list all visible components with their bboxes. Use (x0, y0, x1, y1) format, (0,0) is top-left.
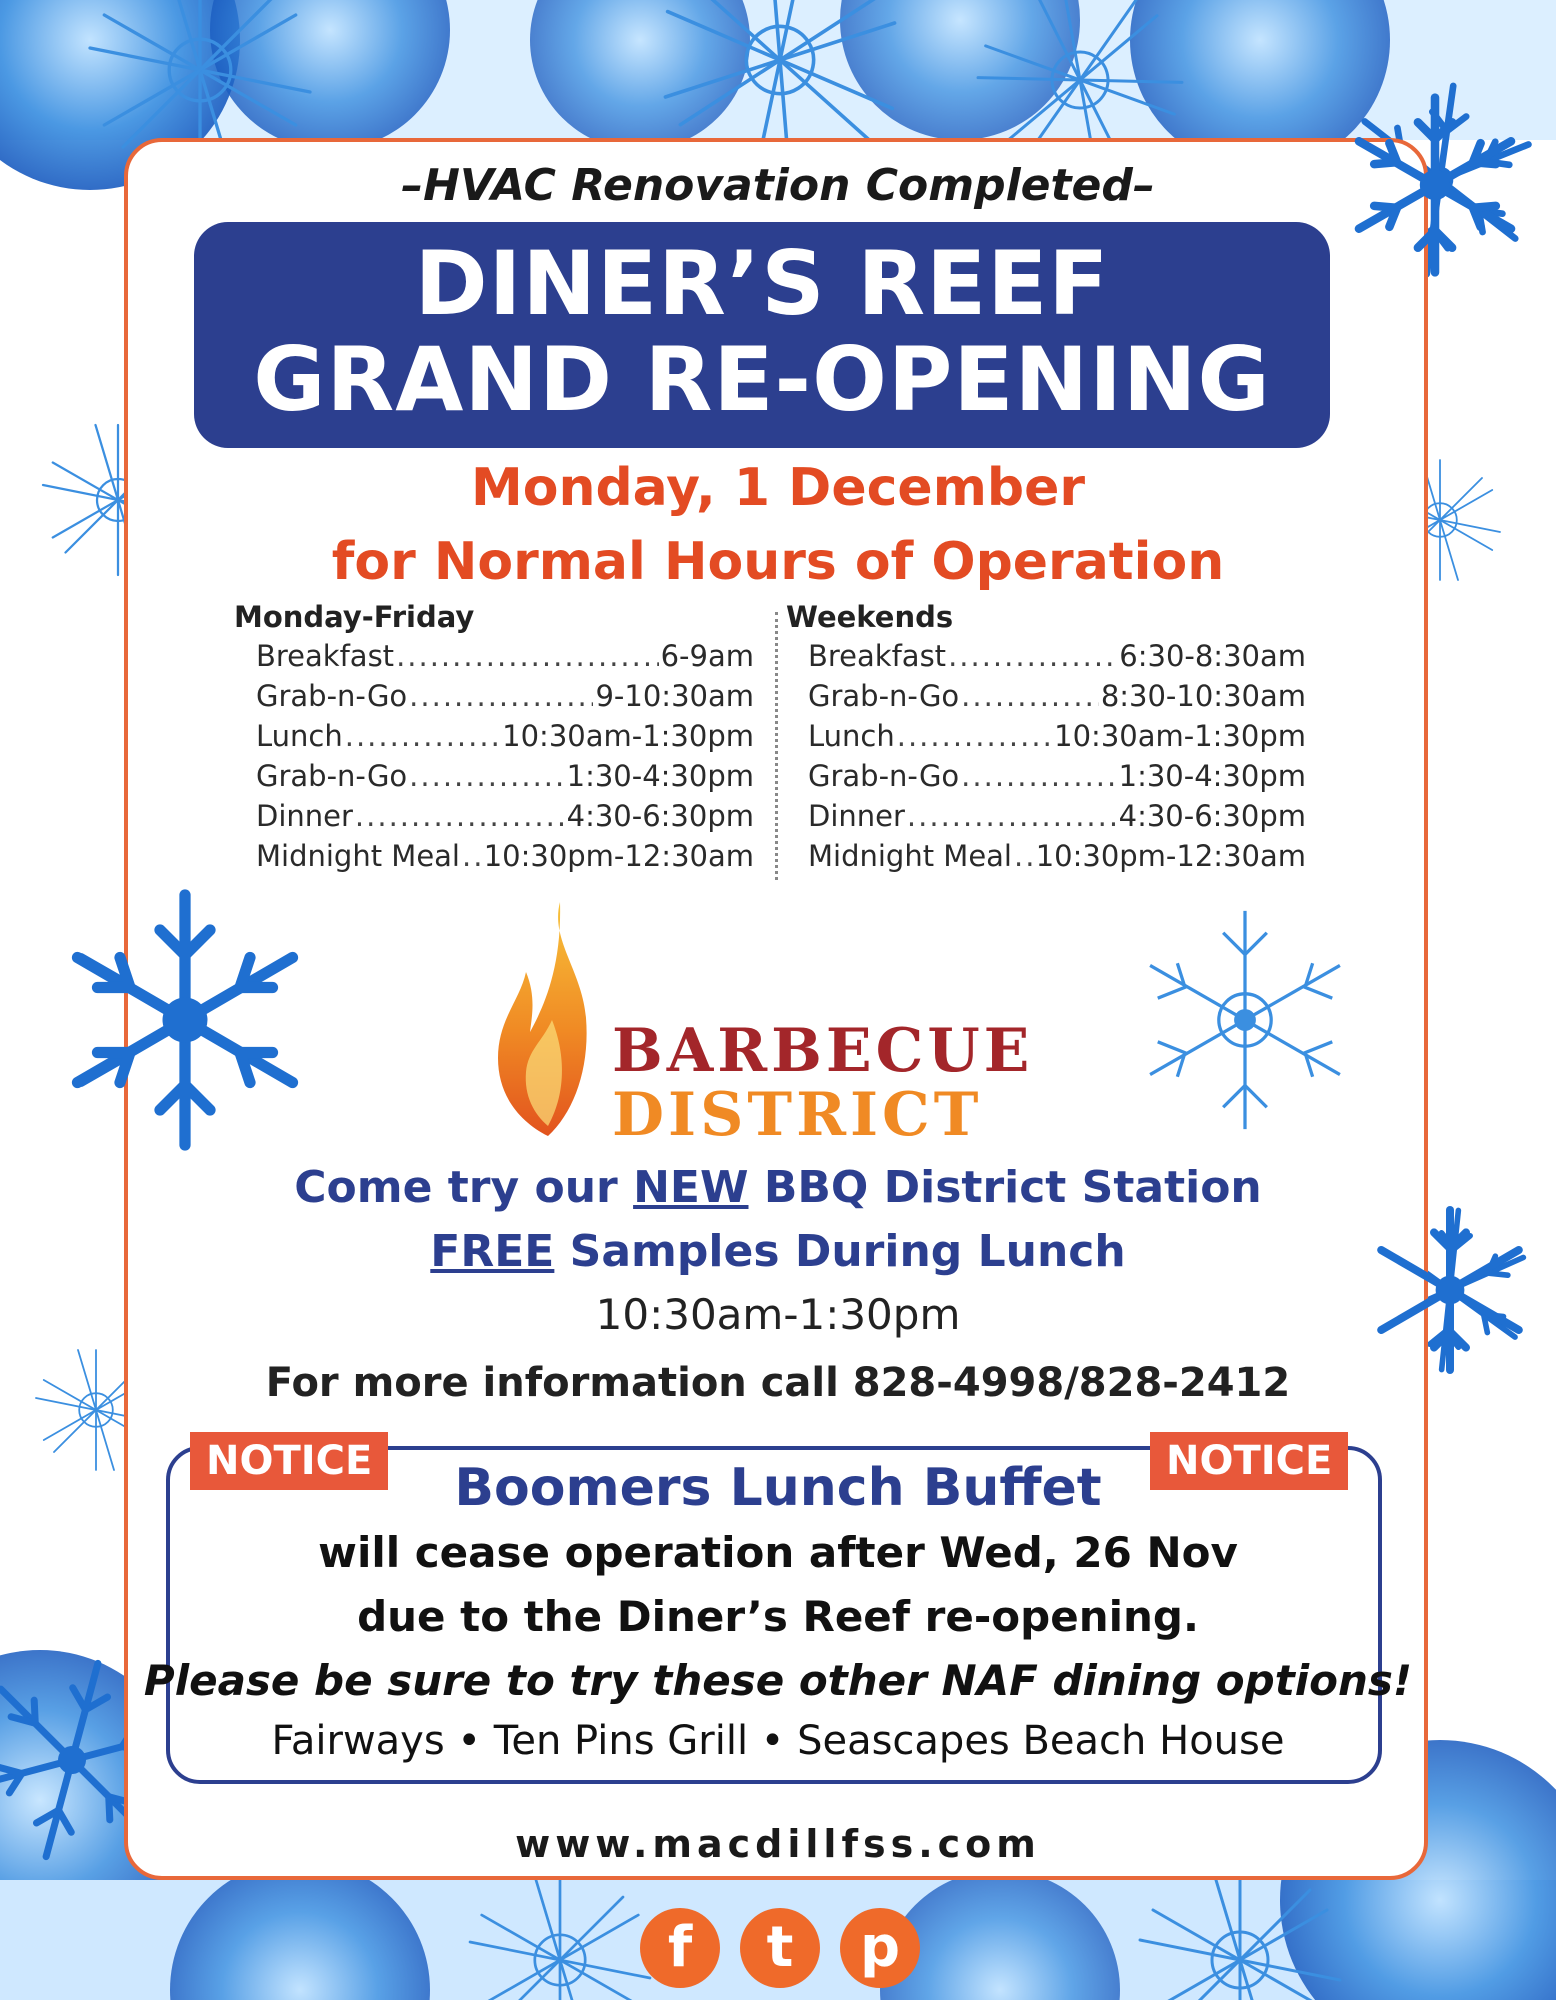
facebook-icon[interactable]: f (640, 1908, 720, 1988)
reopen-subtext: for Normal Hours of Operation (331, 532, 1225, 592)
schedule-row (256, 836, 754, 876)
weekday-heading: Monday-Friday (234, 600, 475, 634)
notice-line-italic: Please be sure to try these other NAF dining options! (143, 1656, 1413, 1705)
title-line-2: GRAND RE-OPENING (253, 328, 1271, 431)
pinterest-icon[interactable]: p (840, 1908, 920, 1988)
leader-dots (961, 676, 1099, 716)
notice-line: will cease operation after Wed, 26 Nov (318, 1528, 1238, 1577)
snowflake-icon (60, 880, 310, 1160)
sample-time: 10:30am-1:30pm (595, 1290, 961, 1339)
schedule-row (256, 716, 754, 756)
meal-name: Breakfast (256, 639, 395, 673)
schedule-row (808, 836, 1306, 876)
notice-title: Boomers Lunch Buffet (454, 1458, 1102, 1518)
schedule-row (808, 676, 1306, 716)
promo-text: BBQ District Station (748, 1162, 1262, 1213)
schedule-row (808, 756, 1306, 796)
leader-dots (897, 716, 1052, 756)
meal-name: Breakfast (808, 639, 947, 673)
promo-text: Come try our (294, 1162, 634, 1213)
meal-time: 9-10:30am (595, 679, 754, 713)
promo-new-underlined: NEW (633, 1162, 749, 1213)
title-banner (194, 222, 1330, 448)
meal-name: Grab-n-Go (256, 679, 408, 713)
promo-line-2 (0, 1226, 1556, 1277)
dining-options: Fairways • Ten Pins Grill • Seascapes Beach House (271, 1718, 1285, 1764)
leader-dots (907, 796, 1117, 836)
meal-name: Grab-n-Go (808, 759, 960, 793)
meal-name: Midnight Meal (808, 839, 1012, 873)
weekend-heading: Weekends (786, 600, 954, 634)
leader-dots (345, 716, 500, 756)
meal-name: Lunch (808, 719, 895, 753)
meal-time: 6-9am (660, 639, 754, 673)
leader-dots (409, 676, 593, 716)
title-line-1: DINER’S REEF (414, 232, 1110, 335)
schedule-divider (775, 612, 778, 880)
promo-line-1 (0, 1162, 1556, 1213)
schedule-row (256, 796, 754, 836)
schedule-row (256, 676, 754, 716)
schedule-row (808, 716, 1306, 756)
meal-name: Lunch (256, 719, 343, 753)
meal-time: 1:30-4:30pm (1118, 759, 1306, 793)
weekday-schedule (234, 600, 754, 876)
meal-time: 10:30pm-12:30am (483, 839, 754, 873)
leader-dots (462, 836, 482, 876)
schedule-row (256, 756, 754, 796)
meal-name: Dinner (808, 799, 905, 833)
notice-badge-left: NOTICE (190, 1432, 388, 1490)
schedule-row (256, 636, 754, 676)
leader-dots (409, 756, 564, 796)
promo-text: Samples During Lunch (554, 1226, 1126, 1277)
meal-name: Midnight Meal (256, 839, 460, 873)
notice-line: due to the Diner’s Reef re-opening. (357, 1592, 1199, 1641)
bbq-logo-word-1: BARBECUE (612, 1016, 1034, 1086)
reopen-date: Monday, 1 December (470, 458, 1086, 518)
meal-name: Dinner (256, 799, 353, 833)
leader-dots (396, 636, 659, 676)
website-link[interactable]: www.macdillfss.com (515, 1822, 1041, 1866)
snowflake-icon (1120, 900, 1370, 1140)
promo-free-underlined: FREE (430, 1226, 555, 1277)
leader-dots (355, 796, 565, 836)
leader-dots (948, 636, 1117, 676)
renovation-subtitle: –HVAC Renovation Completed– (401, 160, 1155, 211)
notice-badge-right: NOTICE (1150, 1432, 1348, 1490)
leader-dots (961, 756, 1116, 796)
meal-time: 10:30am-1:30pm (502, 719, 754, 753)
meal-time: 10:30am-1:30pm (1054, 719, 1306, 753)
meal-name: Grab-n-Go (808, 679, 960, 713)
twitter-icon[interactable]: t (740, 1908, 820, 1988)
schedule-row (808, 796, 1306, 836)
meal-time: 1:30-4:30pm (566, 759, 754, 793)
flame-logo-icon (490, 900, 620, 1140)
schedule-row (808, 636, 1306, 676)
leader-dots (1014, 836, 1034, 876)
bbq-logo-word-2: DISTRICT (612, 1080, 983, 1150)
contact-info: For more information call 828-4998/828-2412 (265, 1360, 1291, 1406)
meal-time: 8:30-10:30am (1100, 679, 1306, 713)
meal-name: Grab-n-Go (256, 759, 408, 793)
meal-time: 4:30-6:30pm (566, 799, 754, 833)
meal-time: 6:30-8:30am (1119, 639, 1306, 673)
meal-time: 4:30-6:30pm (1118, 799, 1306, 833)
weekend-schedule (786, 600, 1306, 876)
meal-time: 10:30pm-12:30am (1035, 839, 1306, 873)
